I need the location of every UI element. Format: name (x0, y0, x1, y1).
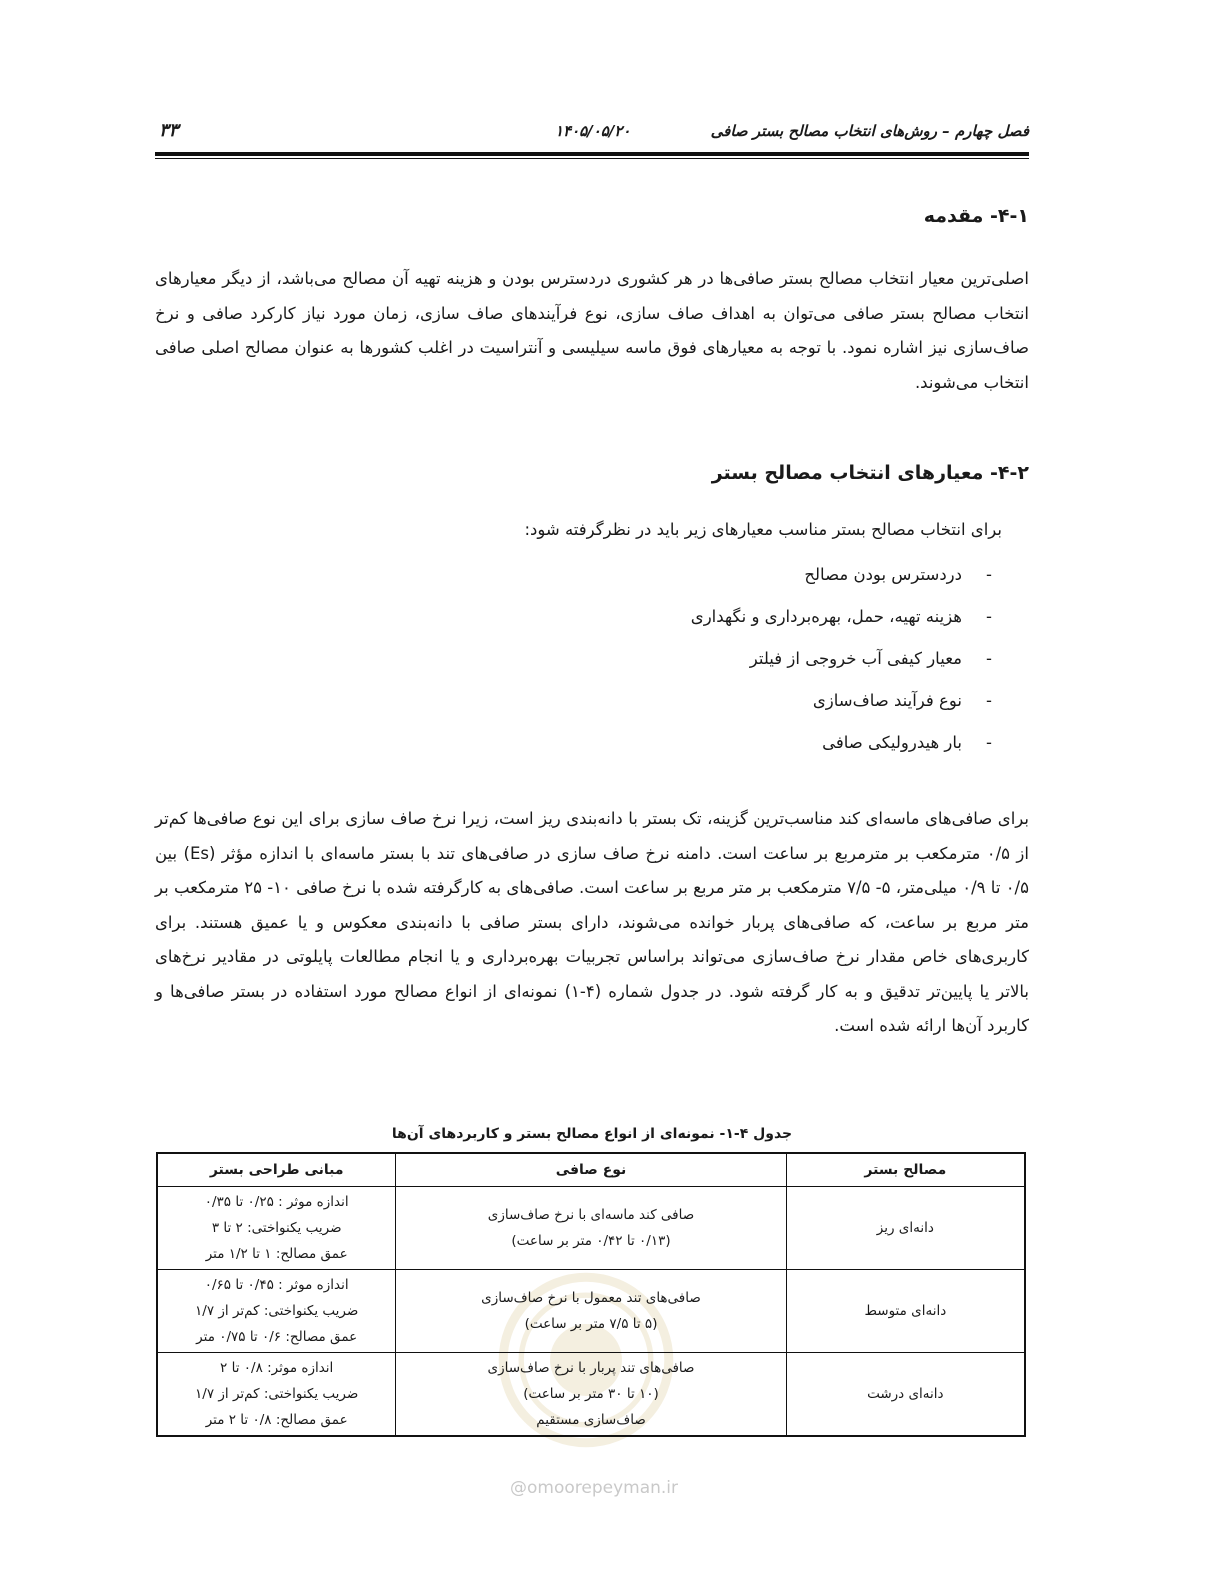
bullet-marker: - (986, 565, 992, 584)
design-cell: اندازه موثر : ۰/۲۵ تا ۰/۳۵ ضریب یکنواختی: ۲ تا ۳ عمق مصالح: ۱ تا ۱/۲ متر (157, 1187, 396, 1270)
table-caption: جدول ۴-۱- نمونه‌ای از انواع مصالح بستر و کاربردهای آن‌ها (391, 1126, 793, 1142)
table-row (157, 1270, 1025, 1353)
design-cell: اندازه موثر: ۰/۸ تا ۲ ضریب یکنواختی: کم‌تر از ۱/۷ عمق مصالح: ۰/۸ تا ۲ متر (157, 1353, 396, 1437)
header-rule-thick (155, 152, 1029, 156)
introduction-paragraph: اصلی‌ترین معیار انتخاب مصالح بستر صافی‌ها در هر کشوری دردسترس بودن و هزینه تهیه آن مصالح می‌باشد، از دیگر معیارهای انتخاب مصالح بستر صافی می‌توان به اهداف صاف سازی، نوع فرآیندهای صاف سازی، زمان مورد نیاز کارکرد صافی و نرخ صاف‌سازی نیز اشاره نمود. با توجه به معیارهای فوق ماسه سیلیسی و آنتراسیت در اغلب کشورها به عنوان مصالح اصلی صافی انتخاب می‌شوند. (155, 269, 1029, 392)
table-row (157, 1187, 1025, 1270)
material-cell: دانه‌ای ریز (786, 1187, 1025, 1270)
criteria-intro: برای انتخاب مصالح بستر مناسب معیارهای زیر باید در نظرگرفته شود: (524, 520, 1002, 539)
bullet-marker: - (986, 607, 992, 626)
column-header: مصالح بستر (786, 1153, 1025, 1187)
chapter-title: فصل چهارم – روش‌های انتخاب مصالح بستر صافی (710, 122, 1029, 140)
section-heading-criteria: ۴-۲- معیارهای انتخاب مصالح بستر (711, 462, 1029, 484)
material-cell: دانه‌ای متوسط (786, 1270, 1025, 1353)
filter-type-cell: صافی‌های تند پربار با نرخ صاف‌سازی (۱۰ تا ۳۰ متر بر ساعت) صاف‌سازی مستقیم (396, 1353, 786, 1437)
column-header: مبانی طراحی بستر (157, 1153, 396, 1187)
page-number: ۳۳ (159, 120, 179, 141)
column-header: نوع صافی (396, 1153, 786, 1187)
header-rule-thin (155, 158, 1029, 159)
list-item: - معیار کیفی آب خروجی از فیلتر (691, 642, 962, 684)
bullet-marker: - (986, 733, 992, 752)
bullet-marker: - (986, 691, 992, 710)
bullet-marker: - (986, 649, 992, 668)
page-header (155, 112, 1029, 152)
filter-materials-table (156, 1152, 1026, 1437)
table-header-row (157, 1153, 1025, 1187)
list-item: - بار هیدرولیکی صافی (691, 726, 962, 768)
list-item: - هزینه تهیه، حمل، بهره‌برداری و نگهداری (691, 600, 962, 642)
filter-type-cell: صافی‌های تند معمول با نرخ صاف‌سازی (۵ تا ۷/۵ متر بر ساعت) (396, 1270, 786, 1353)
filter-rates-paragraph: برای صافی‌های ماسه‌ای کند مناسب‌ترین گزینه، تک بستر با دانه‌بندی ریز است، زیرا نرخ صاف سازی برای این نوع صافی‌ها کم‌تر از ۰/۵ مترمکعب بر مترمربع بر ساعت است. دامنه نرخ صاف سازی در صافی‌های تند با بستر ماسه‌ای با اندازه مؤثر (Es) بین ۰/۵ تا ۰/۹ میلی‌متر، ۵- ۷/۵ مترمکعب بر متر مربع بر ساعت است. صافی‌های به کارگرفته شده با نرخ صافی ۱۰- ۲۵ مترمکعب بر متر مربع بر ساعت، که صافی‌های پربار خوانده می‌شوند، دارای بستر صافی با دانه‌بندی معکوس و یا عمیق هستند. برای کاربری‌های خاص مقدار نرخ صاف‌سازی می‌تواند براساس تجربیات بهره‌برداری و یا انجام مطالعات پایلوتی در مقادیر نرخ‌های بالاتر یا پایین‌تر تدقیق و به کار گرفته شود. در جدول شماره (۴-۱) نمونه‌ای از انواع مصالح مورد استفاده در بستر صافی‌ها و کاربرد آن‌ها ارائه شده است. (155, 809, 1029, 1035)
list-item: - نوع فرآیند صاف‌سازی (691, 684, 962, 726)
table-row (157, 1353, 1025, 1437)
criteria-list (690, 558, 992, 768)
list-item: - دردسترس بودن مصالح (691, 558, 962, 600)
site-watermark: @omoorepeyman.ir (510, 1478, 679, 1498)
section-heading-introduction: ۴-۱- مقدمه (923, 205, 1029, 227)
header-date: ۱۴۰۵/۰۵/۲۰ (555, 122, 631, 140)
design-cell: اندازه موثر : ۰/۴۵ تا ۰/۶۵ ضریب یکنواختی: کم‌تر از ۱/۷ عمق مصالح: ۰/۶ تا ۰/۷۵ متر (157, 1270, 396, 1353)
filter-type-cell: صافی کند ماسه‌ای با نرخ صاف‌سازی (۰/۱۳ تا ۰/۴۲ متر بر ساعت) (396, 1187, 786, 1270)
material-cell: دانه‌ای درشت (786, 1353, 1025, 1437)
